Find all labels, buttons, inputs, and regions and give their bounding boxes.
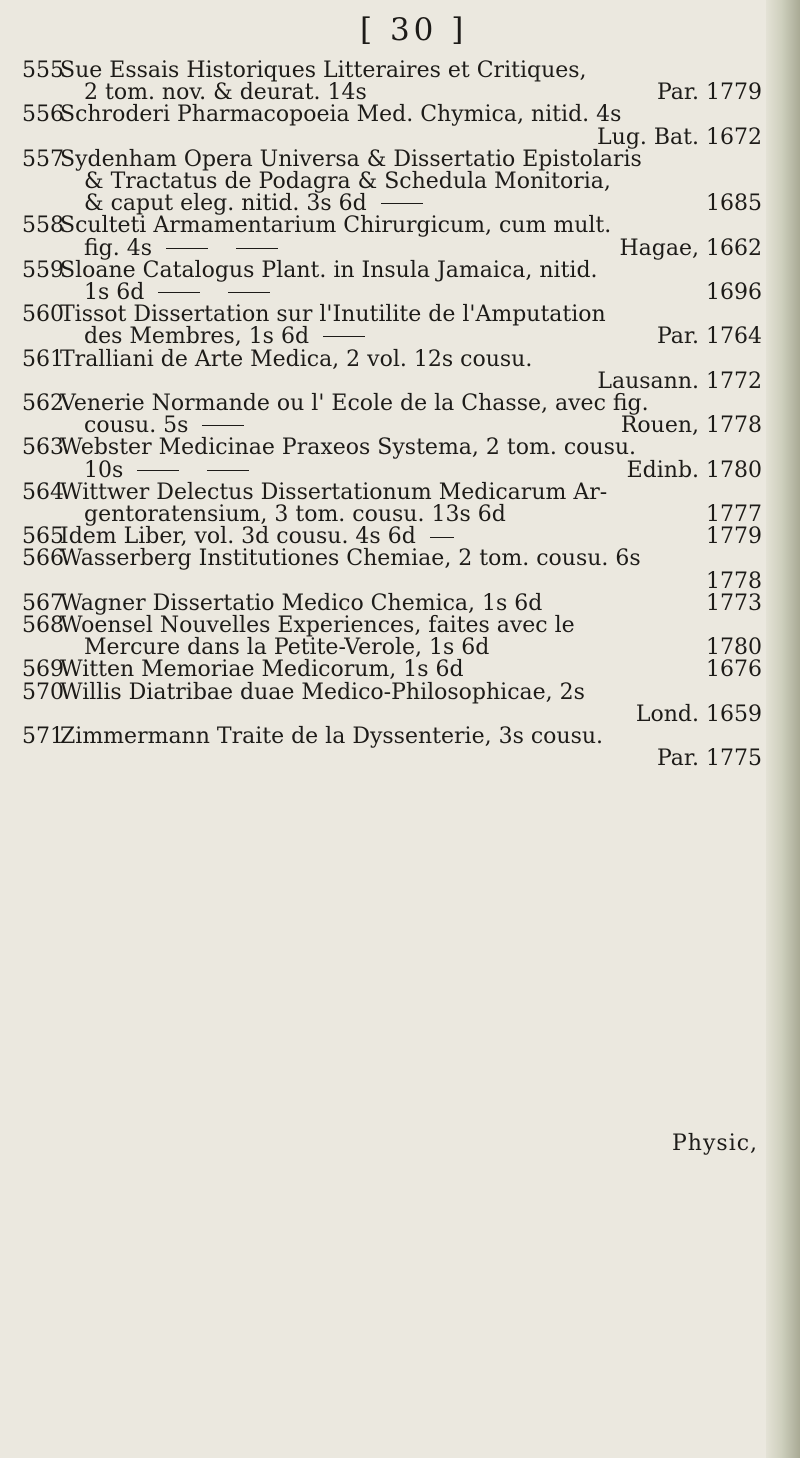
entry-imprint: 1779 (706, 524, 762, 550)
catalogue-entry (22, 548, 762, 592)
entry-title: Idem Liber, vol. 3d cousu. 4s 6d (60, 524, 416, 550)
catalogue-entry (22, 215, 762, 259)
entry-title: Wasserberg Institutiones Chemiae, 2 tom. cousu. 6s (60, 546, 641, 572)
entry-imprint: 1696 (706, 280, 762, 306)
entry-imprint: 1773 (706, 590, 762, 616)
entry-title: Sydenham Opera Universa & Dissertatio Epistolaris (60, 146, 642, 172)
entry-details: cousu. 5s (84, 413, 189, 439)
page-edge-shadow (766, 0, 800, 1458)
dash-rule (236, 248, 278, 249)
entry-number: 560 (22, 302, 64, 328)
entry-number: 569 (22, 657, 64, 683)
entry-imprint: Par. 1764 (656, 324, 762, 350)
dash-rule (137, 470, 179, 471)
dash-rule (158, 292, 200, 293)
entry-title: Tissot Dissertation sur l'Inutilite de l'Amputation (60, 302, 606, 328)
catalogue-entry (22, 304, 762, 348)
catalogue-entry (22, 393, 762, 437)
entry-title: Woensel Nouvelles Experiences, faites avec le (60, 613, 575, 639)
entry-title: Sloane Catalogus Plant. in Insula Jamaica, nitid. (60, 257, 598, 283)
entry-number: 564 (22, 479, 64, 505)
dash-rule (323, 336, 365, 337)
entry-number: 561 (22, 346, 64, 372)
entry-title: Zimmermann Traite de la Dyssenterie, 3s cousu. (60, 724, 604, 750)
dash-rule (228, 292, 270, 293)
entry-imprint: 1780 (706, 635, 762, 661)
entry-number: 570 (22, 679, 64, 705)
entry-imprint: Lug. Bat. 1672 (597, 124, 762, 150)
entry-number: 571 (22, 724, 64, 750)
entry-number: 559 (22, 257, 64, 283)
entry-details: fig. 4s (84, 235, 153, 261)
catalogue-entry (22, 590, 762, 616)
entry-title: Sculteti Armamentarium Chirurgicum, cum mult. (60, 213, 612, 239)
entry-title: Wagner Dissertatio Medico Chemica, 1s 6d (60, 590, 543, 616)
entry-title: Sue Essais Historiques Litteraires et Critiques, (60, 58, 587, 83)
entry-number: 563 (22, 435, 64, 461)
entry-details: gentoratensium, 3 tom. cousu. 13s 6d (84, 502, 506, 528)
entry-imprint: 1685 (706, 191, 762, 217)
entry-imprint: Par. 1775 (656, 746, 762, 772)
page-number: [ 30 ] (360, 12, 468, 48)
entry-imprint: 1777 (706, 502, 762, 528)
entry-number: 555 (22, 58, 64, 83)
catalogue-entries (22, 60, 762, 771)
entry-imprint: Rouen, 1778 (620, 413, 762, 439)
entry-title: Tralliani de Arte Medica, 2 vol. 12s cousu. (60, 346, 533, 372)
entry-imprint: Edinb. 1780 (626, 457, 762, 483)
entry-number: 566 (22, 546, 64, 572)
catalogue-entry (22, 726, 762, 770)
entry-title: Wittwer Delectus Dissertationum Medicarum Ar- (60, 479, 608, 505)
entry-title: Venerie Normande ou l' Ecole de la Chasse, avec fig. (60, 391, 649, 417)
entry-imprint: 1676 (706, 657, 762, 683)
entry-number: 558 (22, 213, 64, 239)
catchword: Physic, (672, 1131, 759, 1156)
entry-imprint: Par. 1779 (656, 80, 762, 106)
entry-details: & caput eleg. nitid. 3s 6d (84, 191, 367, 217)
entry-number: 562 (22, 391, 64, 417)
entry-imprint: Lond. 1659 (635, 701, 762, 727)
entry-number: 557 (22, 146, 64, 172)
entry-imprint: 1778 (706, 568, 762, 594)
catalogue-entry (22, 60, 762, 104)
catalogue-entry (22, 679, 762, 727)
entry-imprint: Hagae, 1662 (619, 235, 762, 261)
entry-title-continued: & Tractatus de Podagra & Schedula Monitoria, (84, 169, 611, 195)
catalogue-entry (22, 479, 762, 528)
catalogue-entry (22, 526, 762, 548)
entry-details: 1s 6d (84, 280, 145, 306)
entry-imprint: Lausann. 1772 (597, 368, 762, 394)
entry-number: 565 (22, 524, 64, 550)
entry-number: 568 (22, 613, 64, 639)
entry-details: Mercure dans la Petite-Verole, 1s 6d (84, 635, 490, 661)
catalogue-entry (22, 615, 762, 659)
dash-rule (381, 203, 423, 204)
entry-details: 10s (84, 457, 124, 483)
catalogue-entry (22, 146, 762, 217)
entry-number: 567 (22, 590, 64, 616)
entry-title: Witten Memoriae Medicorum, 1s 6d (60, 657, 464, 683)
dash-rule (166, 248, 208, 249)
catalogue-entry (22, 437, 762, 481)
dash-rule (207, 470, 249, 471)
catalogue-entry (22, 104, 762, 148)
entry-title: Schroderi Pharmacopoeia Med. Chymica, nitid. 4s (60, 102, 622, 128)
entry-details: 2 tom. nov. & deurat. 14s (84, 80, 367, 106)
catalogue-entry (22, 257, 762, 306)
entry-title: Willis Diatribae duae Medico-Philosophicae, 2s (60, 679, 585, 705)
entry-details: des Membres, 1s 6d (84, 324, 310, 350)
dash-rule (430, 537, 454, 538)
entry-title: Webster Medicinae Praxeos Systema, 2 tom. cousu. (60, 435, 637, 461)
catalogue-entry (22, 346, 762, 394)
dash-rule (202, 425, 244, 426)
entry-number: 556 (22, 102, 64, 128)
catalogue-entry (22, 659, 762, 681)
